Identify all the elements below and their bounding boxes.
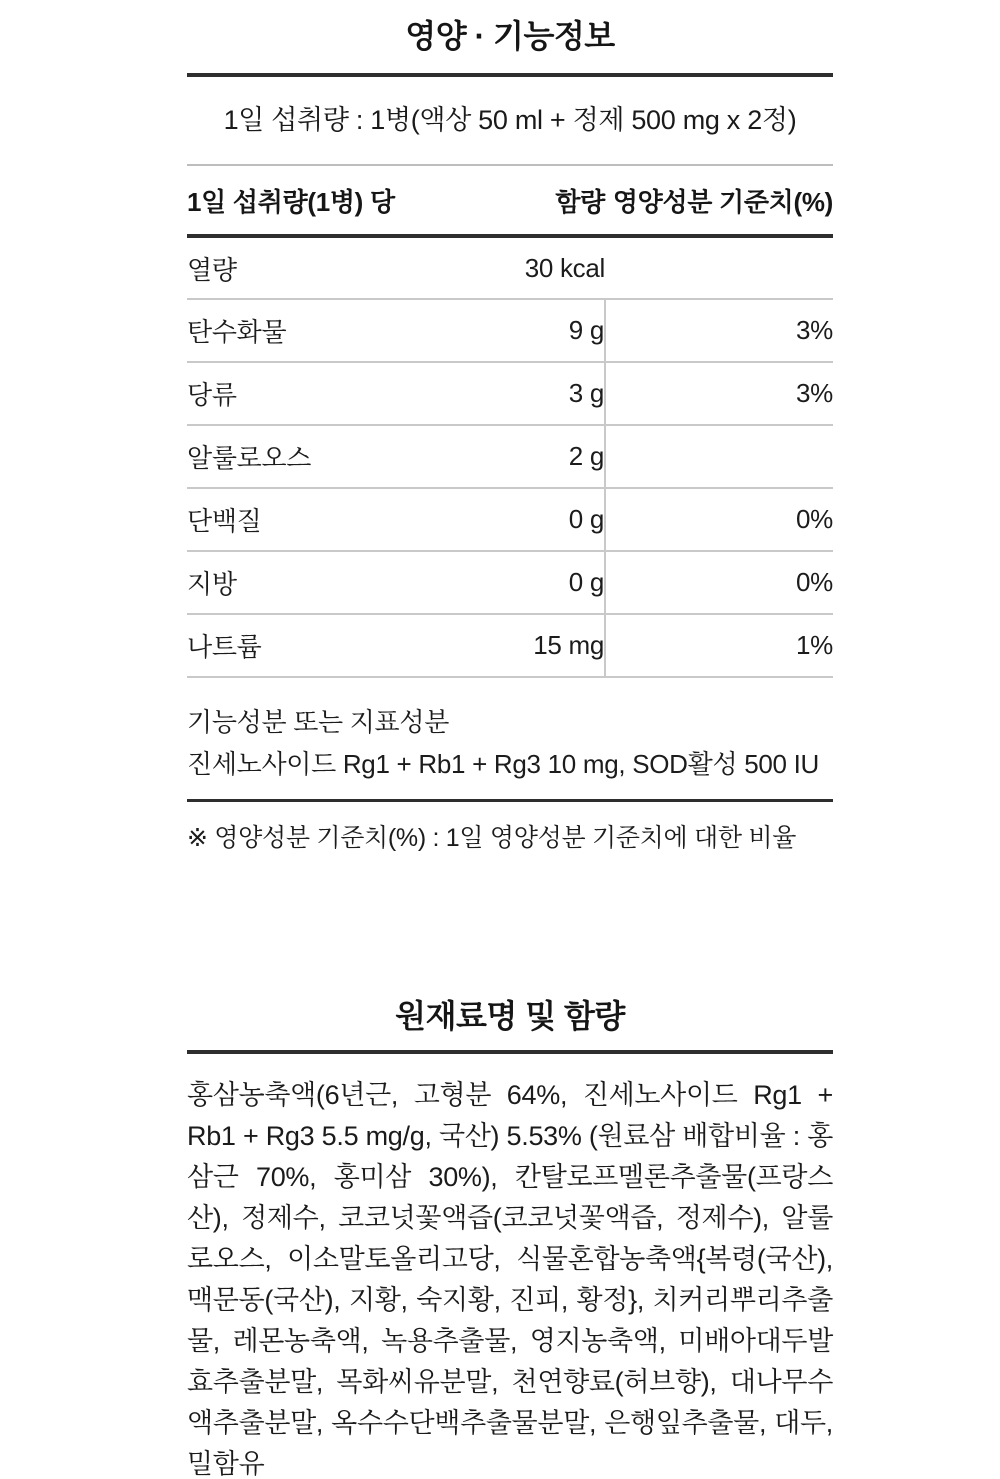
ingredients-text: 홍삼농축액(6년근, 고형분 64%, 진세노사이드 Rg1 + Rb1 + Rg3 5.5 mg/g, 국산) 5.53% (원료삼 배합비율 : 홍삼근 70%, 홍미삼 30%), 칸탈로프멜론추출물(프랑스산), 정제수, 코코넛꽃액즙(코코넛꽃액즙, 정제수), 알룰로오스, 이소말토올리고당, 식물혼합농축액{복령(국산), 맥문동(국산), 지황, 숙지황, 진피, 황정}, 치커리뿌리추출물, 레몬농축액, 녹용추출물, 영지농축액, 미배아대두발효추출분말, 목화씨유분말, 천연향료(허브향), 대나무수액추출분말, 옥수수단백추출물분말, 은행잎추출물, 대두, 밀함유	[187, 1080, 833, 1479]
nutrition-table-body	[187, 236, 833, 677]
nutrient-name: 열량	[187, 254, 237, 285]
functional-divider-line	[187, 799, 833, 802]
nutrient-row-carbohydrate	[187, 299, 833, 362]
nutrient-name: 탄수화물	[187, 317, 287, 347]
serving-info: 1일 섭취량 : 1병(액상 50 ml + 정제 500 mg x 2정)	[223, 105, 797, 135]
nutrient-name: 알룰로오스	[187, 443, 312, 473]
label-content	[187, 0, 833, 1479]
nutrient-row-fat	[187, 551, 833, 614]
nutrient-percent: 0%	[605, 488, 833, 551]
nutrient-amount: 2 g	[568, 441, 604, 471]
nutrient-percent: 1%	[605, 614, 833, 677]
nutrient-percent	[605, 236, 833, 299]
daily-value-footnote: ※ 영양성분 기준치(%) : 1일 영양성분 기준치에 대한 비율	[187, 824, 797, 852]
header-per-serving: 1일 섭취량(1병) 당	[187, 186, 395, 217]
functional-ingredients-block	[187, 702, 833, 786]
nutrient-amount: 3 g	[568, 378, 604, 408]
nutrient-amount: 0 g	[568, 504, 604, 534]
nutrient-name: 단백질	[187, 506, 262, 536]
nutrient-percent: 3%	[605, 299, 833, 362]
nutrition-table	[187, 164, 833, 678]
nutrient-name: 지방	[187, 569, 237, 599]
nutrient-amount: 15 mg	[533, 630, 604, 660]
nutrient-amount: 30 kcal	[524, 252, 605, 283]
nutrition-section-title: 영양 · 기능정보	[405, 18, 615, 54]
nutrient-percent: 3%	[605, 362, 833, 425]
header-row	[187, 165, 833, 236]
functional-ingredients-label: 기능성분 또는 지표성분	[187, 707, 450, 737]
nutrient-name: 당류	[187, 380, 237, 410]
nutrient-row-allulose	[187, 425, 833, 488]
title-divider-line	[187, 73, 833, 77]
nutrient-row-protein	[187, 488, 833, 551]
ingredients-section-title: 원재료명 및 함량	[395, 998, 625, 1034]
nutrition-table-header	[187, 165, 833, 236]
nutrient-amount: 9 g	[568, 315, 604, 345]
header-daily-value: 영양성분 기준치(%)	[612, 186, 833, 217]
nutrient-percent	[605, 425, 833, 488]
header-amount: 함량	[555, 186, 605, 217]
nutrient-row-sodium	[187, 614, 833, 677]
nutrient-name: 나트륨	[187, 632, 262, 662]
ingredients-divider-line	[187, 1050, 833, 1054]
functional-ingredients-value: 진세노사이드 Rg1 + Rb1 + Rg3 10 mg, SOD활성 500 IU	[187, 749, 820, 779]
nutrient-row-sugars	[187, 362, 833, 425]
nutrient-row-calories	[187, 236, 833, 299]
nutrient-amount: 0 g	[568, 567, 604, 597]
nutrient-percent: 0%	[605, 551, 833, 614]
